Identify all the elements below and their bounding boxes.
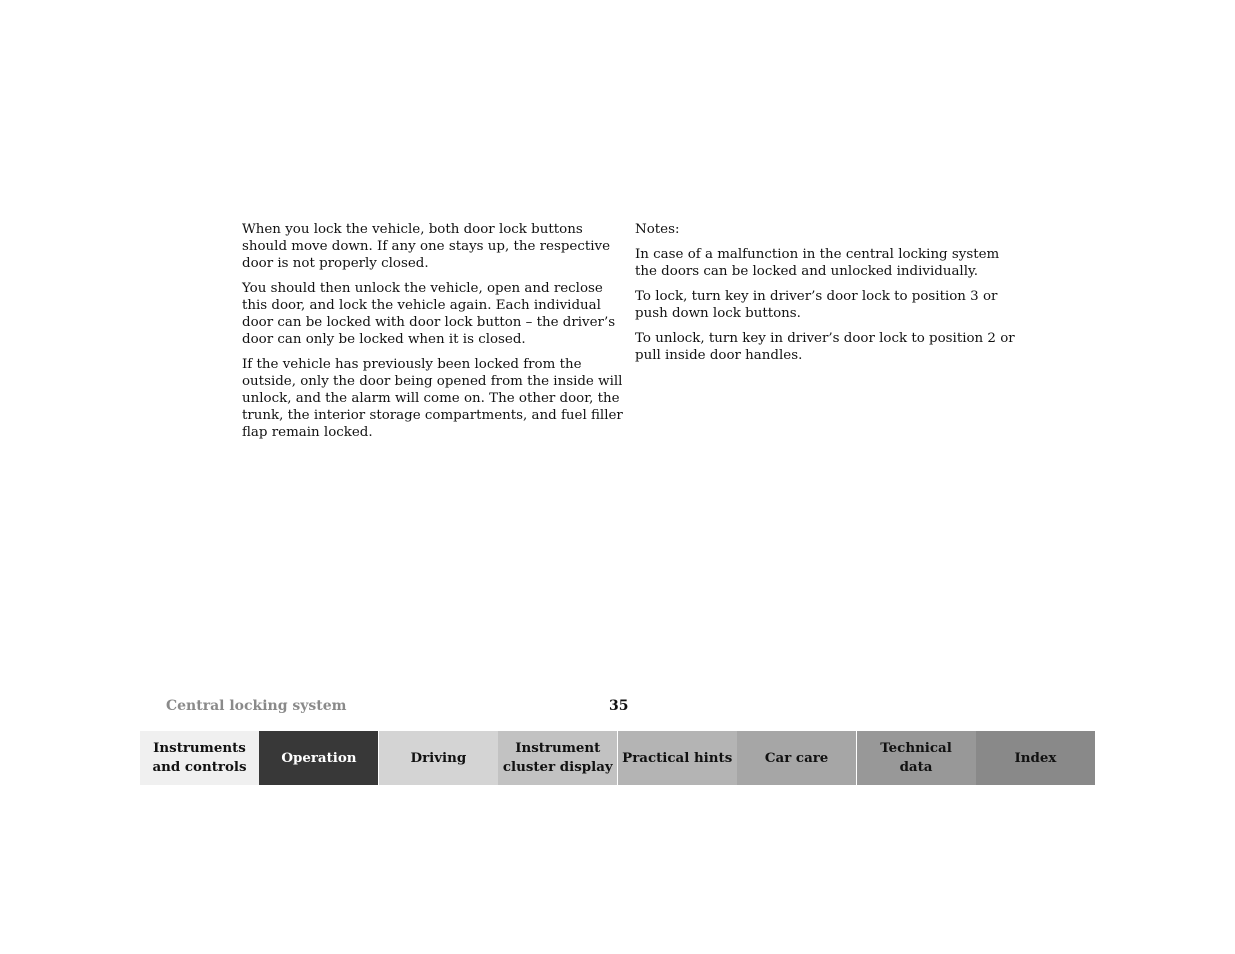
tab-practical-hints[interactable] xyxy=(618,731,737,785)
tab-label xyxy=(622,749,732,768)
tab-label xyxy=(880,739,952,777)
page-number: 35 xyxy=(609,698,629,714)
tab-operation[interactable] xyxy=(259,731,378,785)
paragraph xyxy=(635,246,1005,280)
tab-label xyxy=(503,739,613,777)
tab-label-line: Technical xyxy=(880,740,952,756)
text-line: pull inside door handles. xyxy=(635,348,803,363)
tab-label-line: Instruments xyxy=(153,740,246,756)
tab-label-line: Index xyxy=(1014,749,1057,766)
paragraph xyxy=(635,288,1005,322)
text-line: You should then unlock the vehicle, open and reclose xyxy=(242,281,603,296)
tab-label xyxy=(765,749,828,768)
right-text-column xyxy=(635,221,1015,372)
tab-driving[interactable] xyxy=(379,731,498,785)
tab-label xyxy=(1015,749,1057,768)
text-line: To unlock, turn key in driver’s door lock to position 2 or xyxy=(635,331,1015,346)
tab-label-line: Operation xyxy=(281,749,357,766)
text-line: trunk, the interior storage compartments, and fuel filler xyxy=(242,408,623,423)
text-line: push down lock buttons. xyxy=(635,306,801,321)
tab-label-line: data xyxy=(899,759,933,775)
text-line: should move down. If any one stays up, the respective xyxy=(242,239,611,254)
text-line: flap remain locked. xyxy=(242,425,373,440)
text-line: door can only be locked when it is closed. xyxy=(242,332,526,347)
text-line: this door, and lock the vehicle again. Each individual xyxy=(242,298,601,313)
tab-label-line: Car care xyxy=(764,749,829,766)
tab-label-line: Driving xyxy=(410,749,467,766)
paragraph xyxy=(242,356,623,441)
text-line: Notes: xyxy=(635,222,680,237)
text-line: door is not properly closed. xyxy=(242,256,429,271)
section-title: Central locking system xyxy=(166,698,347,714)
tab-label-line: and controls xyxy=(152,759,247,775)
tab-instrument-cluster-display[interactable] xyxy=(498,731,617,785)
text-line: unlock, and the alarm will come on. The other door, the xyxy=(242,391,620,406)
tab-label xyxy=(281,749,356,768)
paragraph xyxy=(242,280,616,348)
tab-label-line: Practical hints xyxy=(622,749,733,766)
notes-heading xyxy=(635,221,1005,238)
paragraph xyxy=(635,330,1015,364)
tab-index[interactable] xyxy=(976,731,1095,785)
paragraph xyxy=(242,221,612,272)
tab-instruments-and-controls[interactable] xyxy=(140,731,259,785)
text-line: door can be locked with door lock button – the driver’s xyxy=(242,315,616,330)
chapter-tab-bar xyxy=(140,731,1095,785)
left-text-column xyxy=(242,221,623,449)
text-line: outside, only the door being opened from the inside will xyxy=(242,374,623,389)
text-line: When you lock the vehicle, both door lock buttons xyxy=(242,222,583,237)
tab-technical-data[interactable] xyxy=(857,731,976,785)
tab-label-line: cluster display xyxy=(502,759,613,775)
text-line: In case of a malfunction in the central locking system xyxy=(635,247,1000,262)
text-line: the doors can be locked and unlocked individually. xyxy=(635,264,979,279)
text-line: To lock, turn key in driver’s door lock to position 3 or xyxy=(635,289,998,304)
tab-car-care[interactable] xyxy=(737,731,856,785)
tab-label-line: Instrument xyxy=(515,740,601,756)
tab-label xyxy=(410,749,466,768)
text-line: If the vehicle has previously been locked from the xyxy=(242,357,582,372)
tab-label xyxy=(152,739,246,777)
